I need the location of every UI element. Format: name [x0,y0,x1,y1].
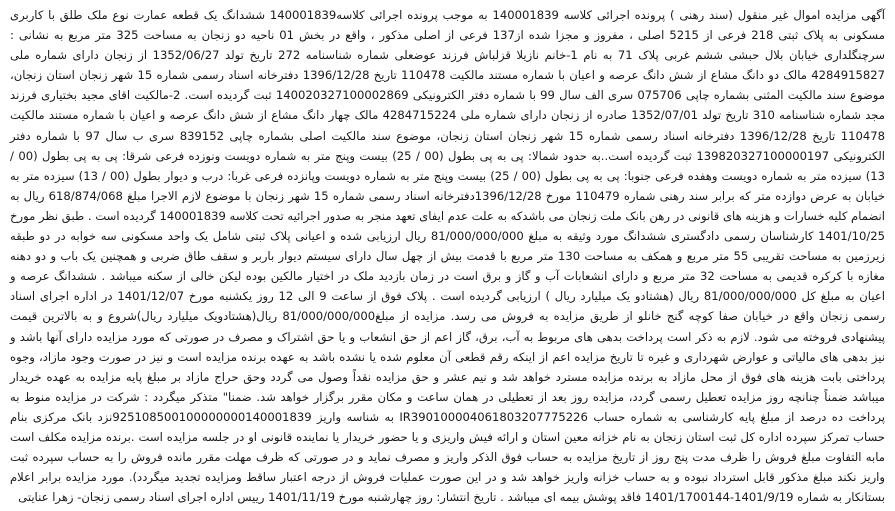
auction-notice-text: آگهی مزایده اموال غیر منقول (سند رهنی ) پرونده اجرائی کلاسه 140001839 به موجب پرونده اجرائی کلاسه140001839 ششدانگ یک قطعه عمارت نوع ملک طلق با کاربری مسکونی به پلاک ثبتی 218 فرعی از 5215 اصلی ، مفروز و مجزا شده از137 فرعی از اصلی مذکور ، واقع در بخش 01 ناحیه دو زنجان به مساحت 325 متر مربع به نشانی : سرچنگلداری خیابان بلال حبشی ششم غربی پلاک 71 به نام 1-خانم نازیلا قزلباش فرزند عوضعلی شماره شناسنامه 272 تاریخ تولد 1352/06/27 از زنجان دارای شماره ملی 4284915827 مالک دو دانگ مشاع از شش دانگ عرصه و اعیان با شماره مستند مالکیت 110478 تاریخ 1396/12/28 دفترخانه اسناد رسمی شماره 15 شهر زنجان استان زنجان، موضوع سند مالکیت المثنی بشماره چاپی 075706 سری الف سال 99 با شماره دفتر الکترونیکی 140020327100002869 ثبت گردیده است. 2-مالکیت اقای مجید بختیاری فرزند مجد شماره شناسنامه 310 تاریخ تولد 1352/07/01 صادره از زنجان دارای شماره ملی 4284715224 مالک چهار دانگ مشاع از شش دانگ عرصه و اعیان با شماره مستند مالکیت 110478 تاریخ 1396/12/28 دفترخانه اسناد رسمی شماره 15 شهر زنجان استان زنجان، موضوع سند مالکیت اصلی بشماره چاپی 839152 سری ب سال 97 با شماره دفتر الکترونیکی 139820327100000197 ثبت گردیده است..به حدود شمالا: پی به پی بطول (00 / 25) بیست وپنج متر به شماره دویست ونوزده فرعی شرقا: پی به پی بطول (00 / 13) سیزده متر به شماره دویست وهفده فرعی جنوبا: پی به پی بطول (00 / 25) بیست وپنج متر به شماره دویست وپانزده فرعی غربا: درب و دیوار بطول (00 / 13) سیزده متر به خیابان به عرض دوازده متر که برابر سند رهنی شماره 110479 مورخ 1396/12/28دفترخانه اسناد رسمی شماره 15 شهر زنجان با موضوع لازم الاجرا مبلغ 618/874/068 ریال به انضمام کلیه خسارات و هزینه های قانونی در رهن بانک ملت زنجان می باشدکه به علت عدم ایفای تعهد منجر به صدور اجرائیه تحت کلاسه 140001839 گردیده است . طبق نظر مورخ 1401/10/25 کارشناسان رسمی دادگستری ششدانگ مورد وثیقه به مبلغ 81/000/000/000 ریال ارزیابی شده و اعیانی پلاک ثبتی شامل یک واحد مسکونی سه خوابه در دو طبقه زیرزمین به مساحت تقریبی 55 متر مربع و همکف به مساحت 130 متر مربع با قدمت بیش از چهل سال دارای سیستم دیوار باربر و سقف طاق ضربی و همچنین یک باب و دو دهنه مغازه با کرکره قدیمی به مساحت 32 متر مربع و دارای انشعابات آب و گاز و برق است در زمان بازدید ملک در اختیار مالکین بوده لیکن خالی از سکنه میباشد . ششدانگ عرصه و اعیان به مبلغ کل 81/000/000/000 ریال (هشتادو یک میلیارد ریال ) ارزیابی گردیده است . پلاک فوق از ساعت 9 الی 12 روز یکشنبه مورخ 1401/12/07 در اداره اجرای اسناد رسمی زنجان واقع در خیابان صفا کوچه گنج خانلو از طریق مزایده به فروش می رسد. مزایده از مبلغ81/000/000/000 ریال(هشتادویک میلیارد ریال)شروع و به بالاترین قیمت پیشنهادی فروخته می شود. لازم به ذکر است پرداخت بدهی های مربوط به آب، برق، گاز اعم از حق انشعاب و یا حق اشتراک و مصرف در صورتی که مورد مزایده دارای آنها باشد و نیز بدهی های مالیاتی و عوارض شهرداری و غیره تا تاریخ مزایده اعم از اینکه رقم قطعی آن معلوم شده یا نشده باشد به عهده برنده مزایده است و نیز در صورت وجود مازاد، وجوه پرداختی بابت هزینه های فوق از محل مازاد به برنده مزایده مسترد خواهد شد و نیم عشر و حق مزایده نقداً وصول می گردد وحق حراج مازاد بر مبلغ پایه مزایده به عهده خریدار میباشد ضمناً چنانچه روز مزایده تعطیل رسمی گردد، مزایده روز بعد از تعطیلی در همان ساعت و مکان مقرر برگزار خواهد شد. ضمنا" متذکر میگردد : شرکت در مزایده منوط به پرداخت ده درصد از مبلغ پایه کارشناسی به شماره حساب IR390100004061803207775226 به شناسه واریز 925108500100000000140001839نزد بانک مرکزی بنام حساب تمرکز سپرده اداره کل ثبت استان زنجان به نام خزانه معین استان و ارائه فیش واریزی و یا حضور خریدار یا نماینده قانونی او در جلسه مزایده است .برنده مزایده مکلف است مابه التفاوت مبلغ فروش را ظرف مدت پنج روز از تاریخ مزایده به حساب فوق الذکر واریز و مصرف نماید و در صورتی که ظرف مهلت مقرر مانده فروش را به حساب سپرده ثبت واریز نکند مبلغ مذکور قابل استرداد نبوده و به حساب خزانه واریز خواهد شد و در این صورت عملیات فروش از درجه اعتبار ساقط ومزایده تجدید میگردد). مورد مزایده برابر اعلام بستانکار به شماره 1401/9/19-1401/1700144 فاقد پوشش بیمه ای میباشد . تاریخ انتشار: روز چهارشنبه مورخ 1401/11/19 رییس اداره اجرای اسناد رسمی زنجان- زهرا عنایتی [10,8,886,505]
